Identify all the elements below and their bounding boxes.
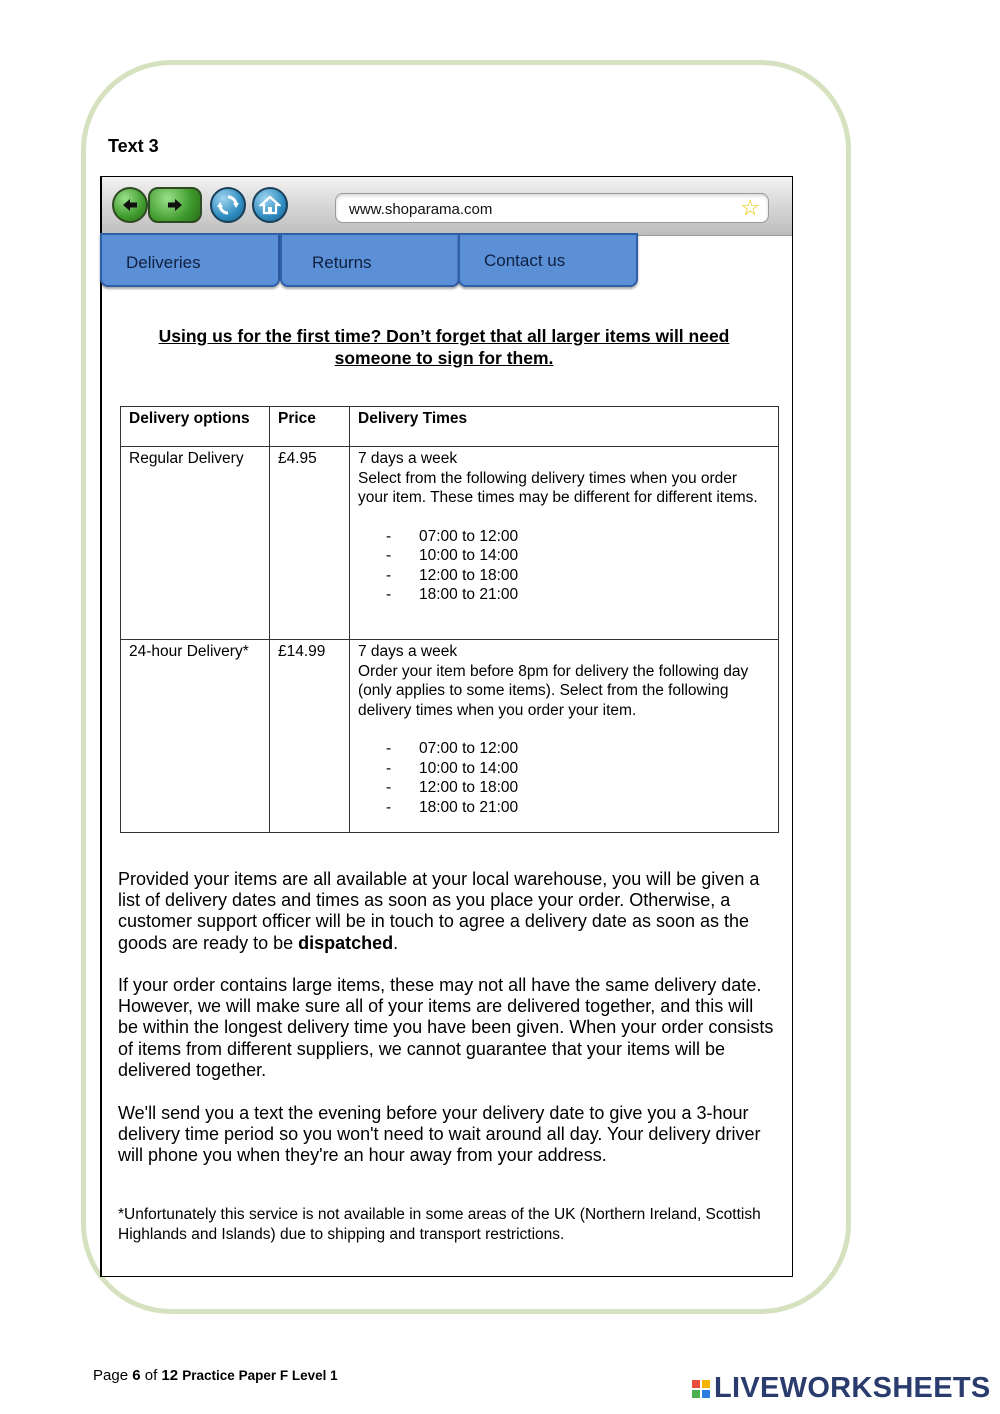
description-text: Order your item before 8pm for delivery the following day (only applies to some items). Select from the following delivery times when you order your item. — [358, 662, 749, 719]
page-footer — [93, 1367, 338, 1384]
delivery-table — [120, 406, 779, 833]
time-slot: - 18:00 to 21:00 — [386, 585, 770, 605]
home-icon — [259, 194, 281, 216]
browser-toolbar — [102, 177, 792, 236]
table-row — [121, 447, 779, 640]
liveworksheets-brand — [692, 1372, 991, 1405]
time-slot-list — [358, 739, 770, 817]
price-cell: £14.99 — [270, 640, 350, 833]
tab-returns[interactable] — [280, 233, 460, 287]
paragraph-end: . — [393, 932, 399, 953]
url-text: www.shoparama.com — [349, 201, 493, 218]
time-slot: - 07:00 to 12:00 — [386, 739, 770, 759]
header-delivery-times: Delivery Times — [350, 407, 779, 447]
table-header-row — [121, 407, 779, 447]
time-slot: - 12:00 to 18:00 — [386, 778, 770, 798]
time-slot: - 18:00 to 21:00 — [386, 798, 770, 818]
large-items-paragraph: If your order contains large items, these may not all have the same delivery date. However, we will make sure all of your items are delivered together, and this will be within the longest delivery time you have been given. When your order consists of items from different suppliers, we cannot guarantee that your items will be delivered together. — [118, 975, 774, 1080]
forward-button[interactable] — [148, 187, 202, 223]
arrow-right-icon — [166, 196, 184, 214]
home-button[interactable] — [252, 187, 288, 223]
times-cell — [350, 447, 779, 640]
header-delivery-options: Delivery options — [121, 407, 270, 447]
time-slot: - 07:00 to 12:00 — [386, 527, 770, 547]
liveworksheets-logo-icon — [692, 1380, 710, 1398]
page-number: 6 — [132, 1367, 141, 1384]
page-total: 12 — [161, 1367, 179, 1384]
page-word: Page — [93, 1367, 129, 1384]
footnote: *Unfortunately this service is not available in some areas of the UK (Northern Ireland, Scottish Highlands and Islands) due to shipping and transport restrictions. — [118, 1206, 761, 1243]
tab-label: Returns — [312, 253, 372, 272]
site-nav — [100, 233, 640, 289]
arrow-left-icon — [121, 196, 139, 214]
bookmark-star-icon[interactable]: ☆ — [740, 195, 760, 220]
tab-contact-us[interactable] — [458, 233, 638, 287]
times-cell — [350, 640, 779, 833]
text-notification-paragraph: We'll send you a text the evening before your delivery date to give you a 3-hour delivery time period so you won't need to wait around all day. Your delivery driver will phone you when they're an hour away from your address. — [118, 1103, 761, 1166]
days-text: 7 days a week — [358, 643, 458, 660]
time-slot: - 10:00 to 14:00 — [386, 759, 770, 779]
time-slot: - 10:00 to 14:00 — [386, 546, 770, 566]
back-button[interactable] — [112, 187, 148, 223]
description-text: Select from the following delivery times when you order your item. These times may be different for different items. — [358, 469, 758, 506]
of-word: of — [144, 1367, 158, 1384]
dispatched-word: dispatched — [298, 932, 394, 953]
tab-deliveries[interactable] — [100, 233, 280, 287]
refresh-icon — [217, 194, 239, 216]
option-cell: Regular Delivery — [121, 447, 270, 640]
paragraph-text: Provided your items are all available at your local warehouse, you will be given a list of delivery dates and times as soon as you place your order. Otherwise, a customer support officer will be in touch to agree a delivery date as soon as the goods are ready to be — [118, 869, 760, 953]
text-heading: Text 3 — [108, 136, 159, 156]
time-slot-list — [358, 527, 770, 605]
paper-title: Practice Paper F Level 1 — [182, 1368, 338, 1383]
tab-label: Deliveries — [126, 253, 201, 272]
tab-label: Contact us — [484, 251, 566, 270]
header-price: Price — [270, 407, 350, 447]
brand-name: LIVEWORKSHEETS — [714, 1372, 991, 1404]
address-bar[interactable] — [335, 193, 769, 223]
browser-window — [100, 176, 793, 1277]
option-cell: 24-hour Delivery* — [121, 640, 270, 833]
first-time-notice: Using us for the first time? Don’t forget that all larger items will need someone to sign for them. — [158, 326, 730, 368]
availability-paragraph — [118, 869, 778, 954]
table-row — [121, 640, 779, 833]
price-cell: £4.95 — [270, 447, 350, 640]
days-text: 7 days a week — [358, 450, 458, 467]
refresh-button[interactable] — [210, 187, 246, 223]
time-slot: - 12:00 to 18:00 — [386, 566, 770, 586]
